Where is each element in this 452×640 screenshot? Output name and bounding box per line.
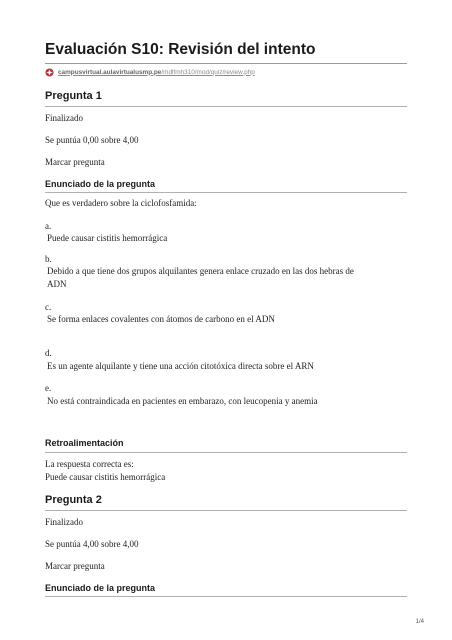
statement-divider-2 [45,596,407,597]
question-1-score: Se puntúa 0,00 sobre 4,00 [45,135,139,145]
option-e-text: No está contraindicada en pacientes en embarazo, con leucopenia y anemia [47,396,318,406]
question-2-heading: Pregunta 2 [45,494,102,506]
question-1-statement-heading: Enunciado de la pregunta [45,179,156,189]
option-a-text: Puede causar cistitis hemorrágica [47,233,168,243]
statement-divider [45,192,407,193]
option-c-letter: c. [45,302,52,312]
question-2-flag-link[interactable]: Marcar pregunta [45,561,105,571]
option-e-letter: e. [45,383,52,393]
page-number: 1/4 [415,619,424,625]
question-2-divider [45,510,407,511]
question-2-statement-heading: Enunciado de la pregunta [45,583,156,593]
option-d-letter: d. [45,348,52,358]
question-1-status: Finalizado [45,113,83,123]
feedback-heading: Retroalimentación [45,438,124,448]
question-1-divider [45,106,407,107]
option-a-letter: a. [45,221,52,231]
question-2-status: Finalizado [45,517,83,527]
feedback-line-1: La respuesta correcta es: [45,459,134,469]
option-b-text: Debido a que tiene dos grupos alquilantes genera enlace cruzado en las dos hebras de [47,266,354,276]
page-title: Evaluación S10: Revisión del intento [45,41,316,58]
question-2-score: Se puntúa 4,00 sobre 4,00 [45,539,139,549]
option-b-text-continued: ADN [47,279,67,289]
option-b-letter: b. [45,254,52,264]
title-divider [45,63,407,64]
source-link[interactable] [45,67,255,77]
feedback-line-2: Puede causar cistitis hemorrágica [45,472,166,482]
option-d-text: Es un agente alquilante y tiene una acción citotóxica directa sobre el ARN [47,361,314,371]
question-1-text: Que es verdadero sobre la ciclofosfamida: [45,198,197,208]
feedback-divider [45,452,407,453]
option-c-text: Se forma enlaces covalentes con átomos de carbono en el ADN [47,314,275,324]
question-1-flag-link[interactable]: Marcar pregunta [45,157,105,167]
question-1-heading: Pregunta 1 [45,90,102,102]
source-domain[interactable]: campusvirtual.aulavirtualusmp.pe [58,68,162,76]
source-path[interactable]: /mdlfmh310/mod/quiz/review.php [161,68,255,76]
site-favicon-icon [45,68,54,77]
